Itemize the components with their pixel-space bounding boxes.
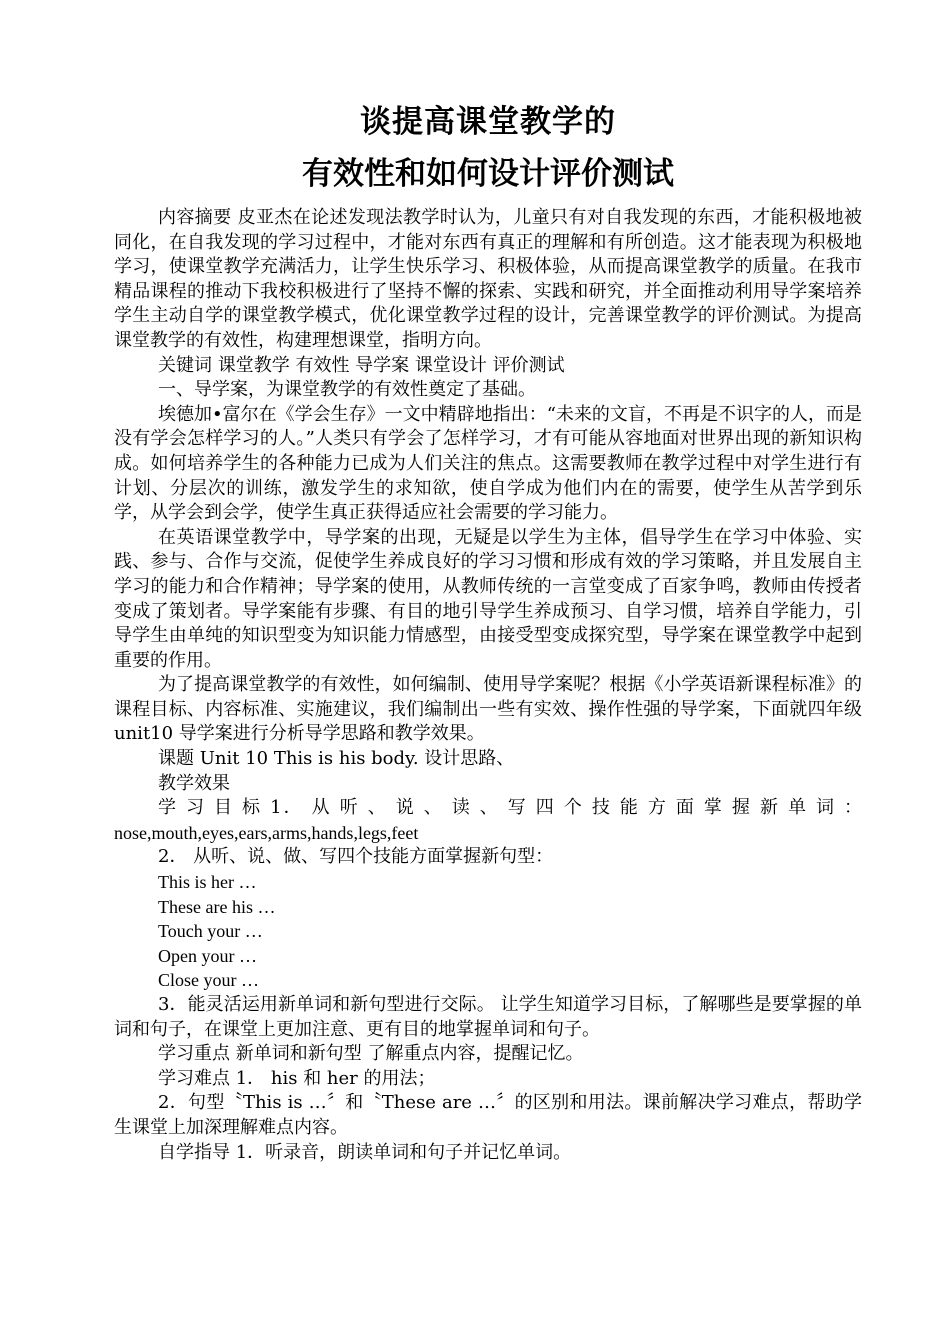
learning-goal-3: 3．能灵活运用新单词和新句型进行交际。 让学生知道学习目标，了解哪些是要掌握的单词和句子，在课堂上更加注意、更有目的地掌握单词和句子。 [114, 994, 862, 1040]
body-paragraph: 在英语课堂教学中，导学案的出现，无疑是以学生为主体，倡导学生在学习中体验、实践、参与、合作与交流，促使学生养成良好的学习习惯和形成有效的学习策略，并且发展自主学习的能力和合作精神；导学案的使用，从教师传统的一言堂变成了百家争鸣，教师由传授者变成了策划者。导学案能有步骤、有目的地引导学生养成预习、自学习惯，培养自学能力，引导学生由单纯的知识型变为知识能力情感型，由接受型变成探究型，导学案在课堂教学中起到重要的作用。 [114, 526, 862, 671]
sentence-pattern: Touch your … [158, 921, 263, 942]
title-line-2: 有效性和如何设计评价测试 [302, 156, 674, 192]
document-body [114, 206, 862, 1165]
abstract-paragraph: 内容摘要 皮亚杰在论述发现法教学时认为，儿童只有对自我发现的东西，才能积极地被同化，在自我发现的学习过程中，才能对东西有真正的理解和有所创造。这才能表现为积极地学习，使课堂教学充满活力，让学生快乐学习、积极体验，从而提高课堂教学的质量。在我市精品课程的推动下我校积极进行了坚持不懈的探索、实践和研究，并全面推动利用导学案培养学生主动自学的课堂教学模式，优化课堂教学过程的设计，完善课堂教学的评价测试。为提高课堂教学的有效性，构建理想课堂，指明方向。 [114, 207, 862, 351]
section-heading: 一、导学案，为课堂教学的有效性奠定了基础。 [158, 379, 536, 401]
sentence-pattern: Close your … [158, 970, 259, 991]
learning-goal-2: 2． 从听、说、做、写四个技能方面掌握新句型： [158, 846, 554, 868]
keywords-line: 关键词 课堂教学 有效性 导学案 课堂设计 评价测试 [158, 354, 565, 376]
body-paragraph: 埃德加•富尔在《学会生存》一文中精辟地指出：“未来的文盲，不再是不识字的人，而是没有学会怎样学习的人。”人类只有学会了怎样学习，才有可能从容地面对世界出现的新知识构成。如何培养学生的各种能力已成为人们关注的焦点。这需要教师在教学过程中对学生进行有计划、分层次的训练，激发学生的求知欲，使自学成为他们内在的需要，使学生从苦学到乐学，从学会到会学，使学生真正获得适应社会需要的学习能力。 [114, 403, 862, 524]
learning-difficulty-2: 2．句型〝This is …〞和〝These are …〞的区别和用法。课前解决学习难点，帮助学生课堂上加深理解难点内容。 [114, 1092, 862, 1138]
teaching-effect-line: 教学效果 [158, 772, 230, 794]
body-paragraph: 为了提高课堂教学的有效性，如何编制、使用导学案呢？根据《小学英语新课程标准》的课程目标、内容标准、实施建议，我们编制出一些有实效、操作性强的导学案，下面就四年级unit10 导学案进行分析导学思路和教学效果。 [114, 674, 862, 745]
sentence-pattern: Open your … [158, 945, 257, 966]
learning-goal-1: 学 习 目 标 1． 从 听 、 说 、 读 、 写 四 个 技 能 方 面 掌 握 新 单 词 ： [158, 797, 862, 819]
sentence-pattern: These are his … [158, 896, 276, 917]
document-page [114, 96, 862, 1165]
learning-focus: 学习重点 新单词和新句型 了解重点内容，提醒记忆。 [158, 1043, 584, 1065]
learning-difficulty-1: 学习难点 1． his 和 her 的用法； [158, 1067, 436, 1089]
self-study-guide: 自学指导 1．听录音，朗读单词和句子并记忆单词。 [158, 1141, 572, 1163]
title-line-1: 谈提高课堂教学的 [360, 104, 616, 140]
sentence-pattern: This is her … [158, 872, 257, 893]
vocabulary-list: nose,mouth,eyes,ears,arms,hands,legs,feet [114, 822, 419, 843]
lesson-title-line: 课题 Unit 10 This is his body. 设计思路、 [158, 748, 515, 770]
